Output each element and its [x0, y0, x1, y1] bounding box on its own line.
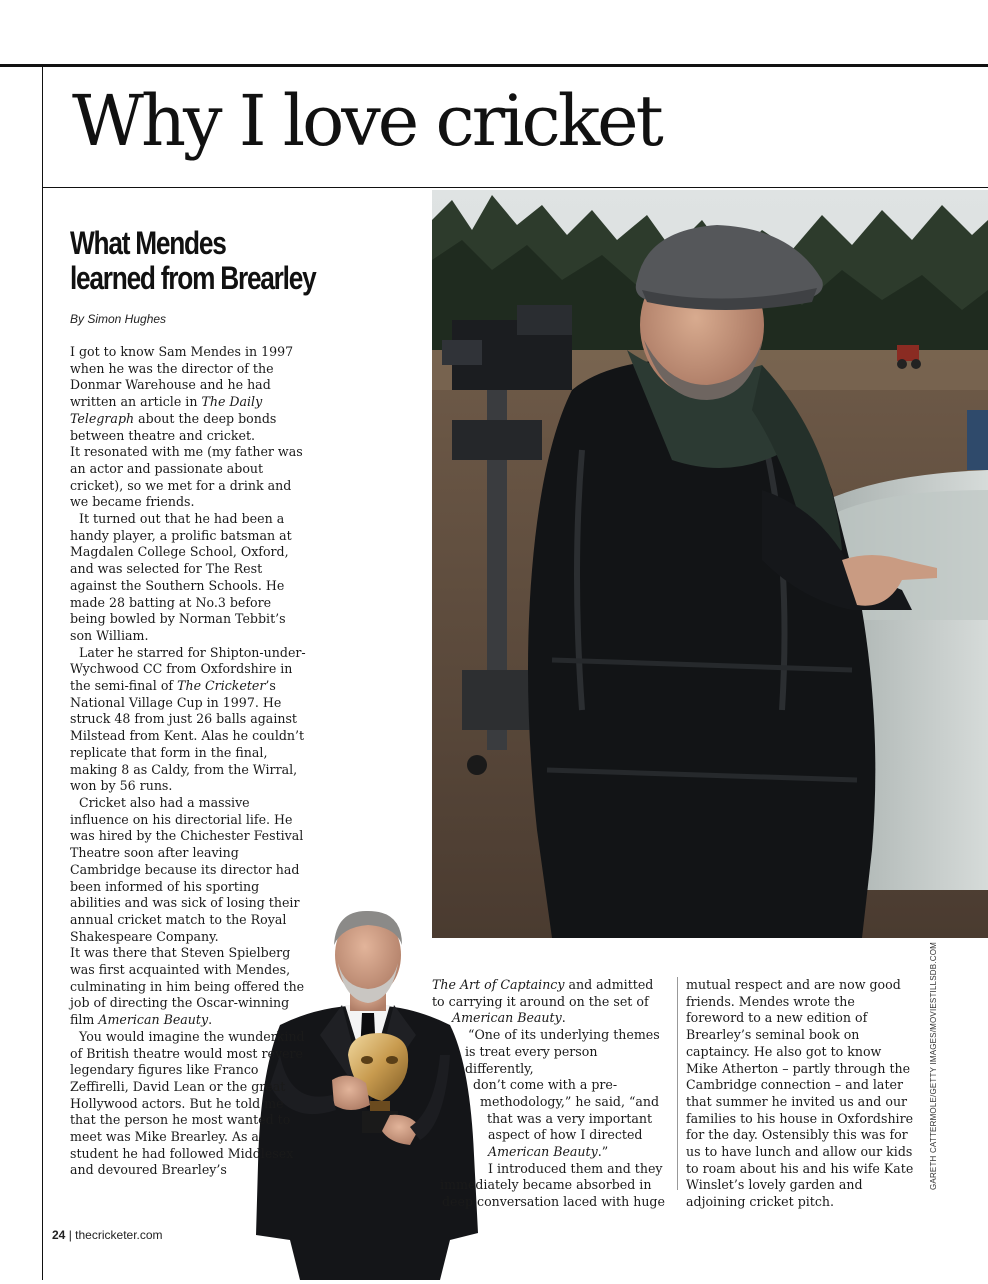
col2-line: aspect of how I directed: [488, 1127, 643, 1143]
col2-line: that was a very important: [487, 1110, 653, 1126]
column-rule: [677, 977, 678, 1190]
main-photo-director-on-set: [432, 190, 988, 938]
article-column-3: [686, 977, 916, 1211]
col2-line: The Art of Captaincy and admitted: [432, 977, 654, 992]
paragraph-5: Cricket also had a massive influence on his directorial life. He was hired by the Chichester Festival Theatre soon after leaving Cambridge because its director had been informed of his sporting abilities and was sick of losing their annual cricket match to the Royal Shakespeare Company.: [70, 794, 304, 944]
paragraph-3: It turned out that he had been a handy player, a prolific batsman at Magdalen College School, Oxford, and was selected for The Rest against the Southern Schools. He made 28 batting at No.3 before being bowled by Norman Tebbit’s son William.: [70, 511, 292, 643]
article-column-2: [432, 977, 668, 1211]
paragraph-6: It was there that Steven Spielberg was first acquainted with Mendes, culminating in him being offered the job of directing the Oscar-winning film American Beauty.: [70, 945, 305, 1028]
paragraph-4: Later he starred for Shipton-under-Wychwood CC from Oxfordshire in the semi-final of The Cricketer’s National Village Cup in 1997. He struck 48 from just 26 balls against Milstead from Kent. Alas he couldn’t replicate that form in the final, making 8 as Caldy, from the Wirral, won by 56 runs.: [70, 644, 306, 794]
page-title: Why I love cricket: [72, 80, 661, 162]
col2-line: “One of its underlying themes: [468, 1027, 660, 1043]
col2-line: immediately became absorbed in: [440, 1177, 652, 1193]
col2-line: deep conversation laced with huge: [442, 1194, 665, 1210]
col2-line: I introduced them and they: [488, 1160, 663, 1176]
left-margin-rule: [42, 67, 43, 1280]
col2-line: American Beauty.: [452, 1010, 566, 1026]
paragraph-7: You would imagine the wunderkind of British theatre would most revere legendary figures like Franco Zeffirelli, David Lean or the great Hollywood actors. But he told me that the person he most wanted to meet was Mike Brearley. As a student he had followed Middlesex and devoured Brearley’s: [70, 1028, 305, 1178]
paragraph-2: It resonated with me (my father was an actor and passionate about cricket), so we met for a drink and we became friends.: [70, 444, 303, 510]
title-rule: [42, 187, 988, 188]
page-footer: [52, 1228, 163, 1242]
paragraph-col3: mutual respect and are now good friends. Mendes wrote the foreword to a new edition of Brearley’s seminal book on captaincy. He also got to know Mike Atherton – partly through the Cambridge connection – and later that summer he invited us and our families to his house in Oxfordshire for the day. Ostensibly this was for us to have lunch and allow our kids to roam about his and his wife Kate Winslet’s lovely garden and adjoining cricket pitch.: [686, 977, 914, 1210]
footer-separator: |: [68, 1228, 72, 1242]
col2-line: American Beauty.”: [488, 1144, 609, 1160]
byline: By Simon Hughes: [70, 312, 167, 326]
article-column-1: [70, 344, 308, 1179]
paragraph-1: I got to know Sam Mendes in 1997 when he was the director of the Donmar Warehouse and he had written an article in The Daily Telegraph about the deep bonds between theatre and cricket.: [70, 344, 294, 443]
col2-line: don’t come with a pre-: [473, 1077, 618, 1093]
col2-line: to carrying it around on the set of: [432, 993, 649, 1009]
page-number: 24: [52, 1228, 66, 1242]
top-rule: [0, 64, 988, 67]
article-subhead: What Mendes learned from Brearley: [70, 225, 316, 296]
col2-line: is treat every person differently,: [465, 1043, 598, 1076]
film-set-illustration: [432, 190, 988, 938]
site-link[interactable]: thecricketer.com: [75, 1228, 163, 1242]
photo-credit: GARETH CATTERMOLE/GETTY IMAGES/MOVIESTILLSDB.COM: [929, 941, 938, 1190]
col2-line: methodology,” he said, “and: [480, 1093, 660, 1109]
